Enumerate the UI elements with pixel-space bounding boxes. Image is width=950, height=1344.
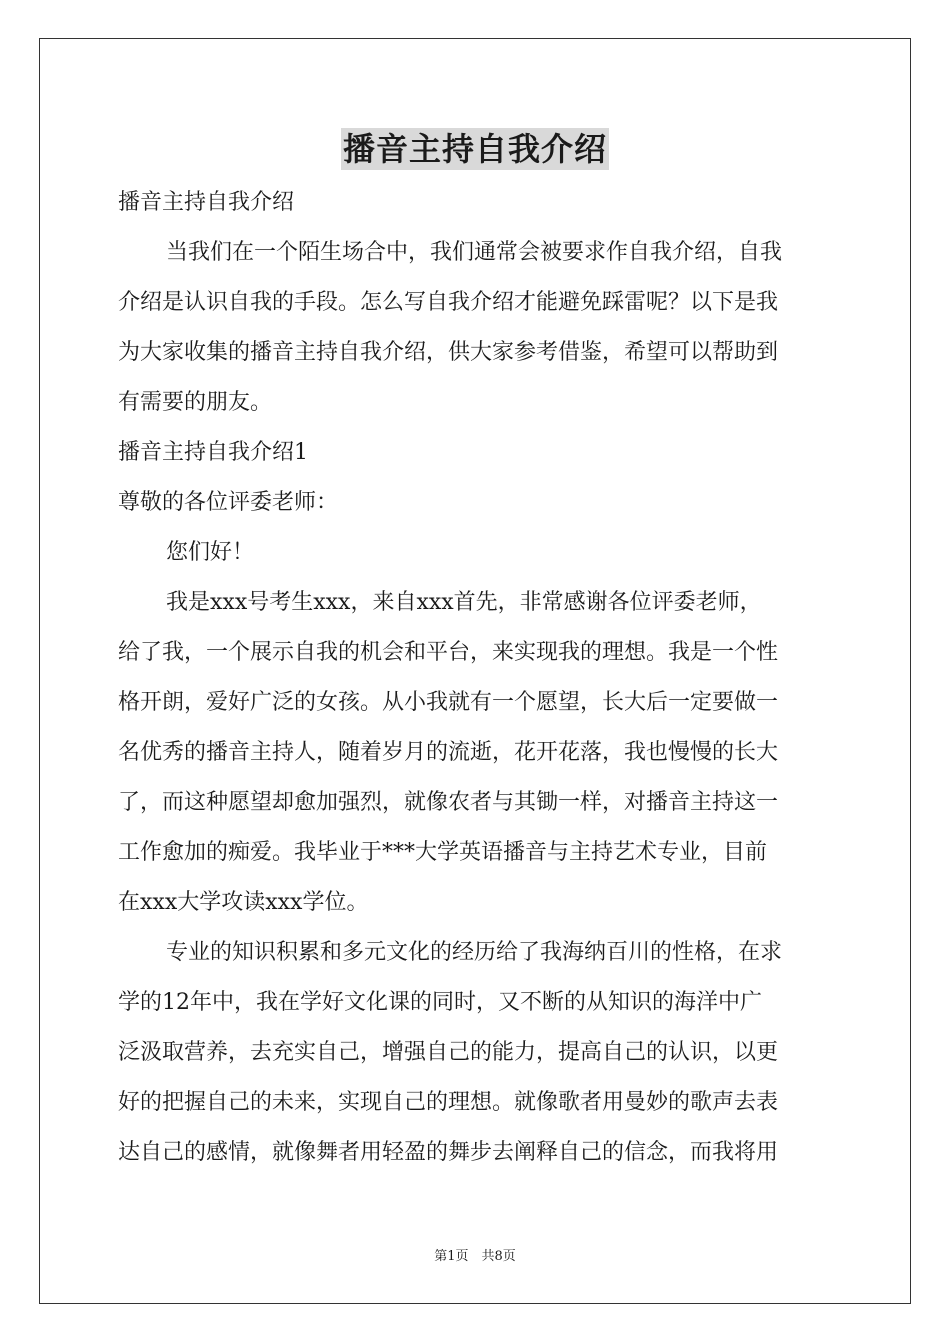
paragraph-line: 了，而这种愿望却愈加强烈，就像农者与其锄一样，对播音主持这一 — [118, 790, 779, 815]
salutation-line: 尊敬的各位评委老师： — [118, 490, 339, 515]
paragraph-line: 专业的知识积累和多元文化的经历给了我海纳百川的性格，在求 — [166, 940, 783, 965]
paragraph-line: 学的12年中，我在学好文化课的同时，又不断的从知识的海洋中广 — [118, 990, 762, 1015]
document-body — [118, 178, 834, 1178]
paragraph-line: 达自己的感情，就像舞者用轻盈的舞步去阐释自己的信念，而我将用 — [118, 1140, 779, 1165]
paragraph-line: 给了我，一个展示自我的机会和平台，来实现我的理想。我是一个性 — [118, 640, 779, 665]
paragraph-line: 名优秀的播音主持人，随着岁月的流逝，花开花落，我也慢慢的长大 — [118, 740, 779, 765]
document-title: 播音主持自我介绍 — [342, 130, 607, 168]
title-container — [0, 128, 950, 170]
paragraph-line: 有需要的朋友。 — [118, 390, 273, 415]
paragraph-line: 工作愈加的痴爱。我毕业于***大学英语播音与主持艺术专业，目前 — [118, 840, 768, 865]
paragraph-line: 在xxx大学攻读xxx学位。 — [118, 890, 369, 915]
paragraph-line: 当我们在一个陌生场合中，我们通常会被要求作自我介绍，自我 — [166, 240, 783, 265]
page-footer: 第1页 共8页 — [434, 1249, 516, 1264]
paragraph-line: 泛汲取营养，去充实自己，增强自己的能力，提高自己的认识，以更 — [118, 1040, 779, 1065]
paragraph-line: 我是xxx号考生xxx，来自xxx首先，非常感谢各位评委老师， — [166, 590, 762, 615]
section-heading: 播音主持自我介绍1 — [118, 440, 308, 465]
paragraph-line: 介绍是认识自我的手段。怎么写自我介绍才能避免踩雷呢？以下是我 — [118, 290, 779, 315]
subtitle-line: 播音主持自我介绍 — [118, 190, 295, 215]
paragraph-line: 为大家收集的播音主持自我介绍，供大家参考借鉴，希望可以帮助到 — [118, 340, 779, 365]
paragraph-line: 格开朗，爱好广泛的女孩。从小我就有一个愿望，长大后一定要做一 — [118, 690, 779, 715]
paragraph-line: 好的把握自己的未来，实现自己的理想。就像歌者用曼妙的歌声去表 — [118, 1090, 779, 1115]
greeting-line: 您们好！ — [166, 540, 255, 565]
